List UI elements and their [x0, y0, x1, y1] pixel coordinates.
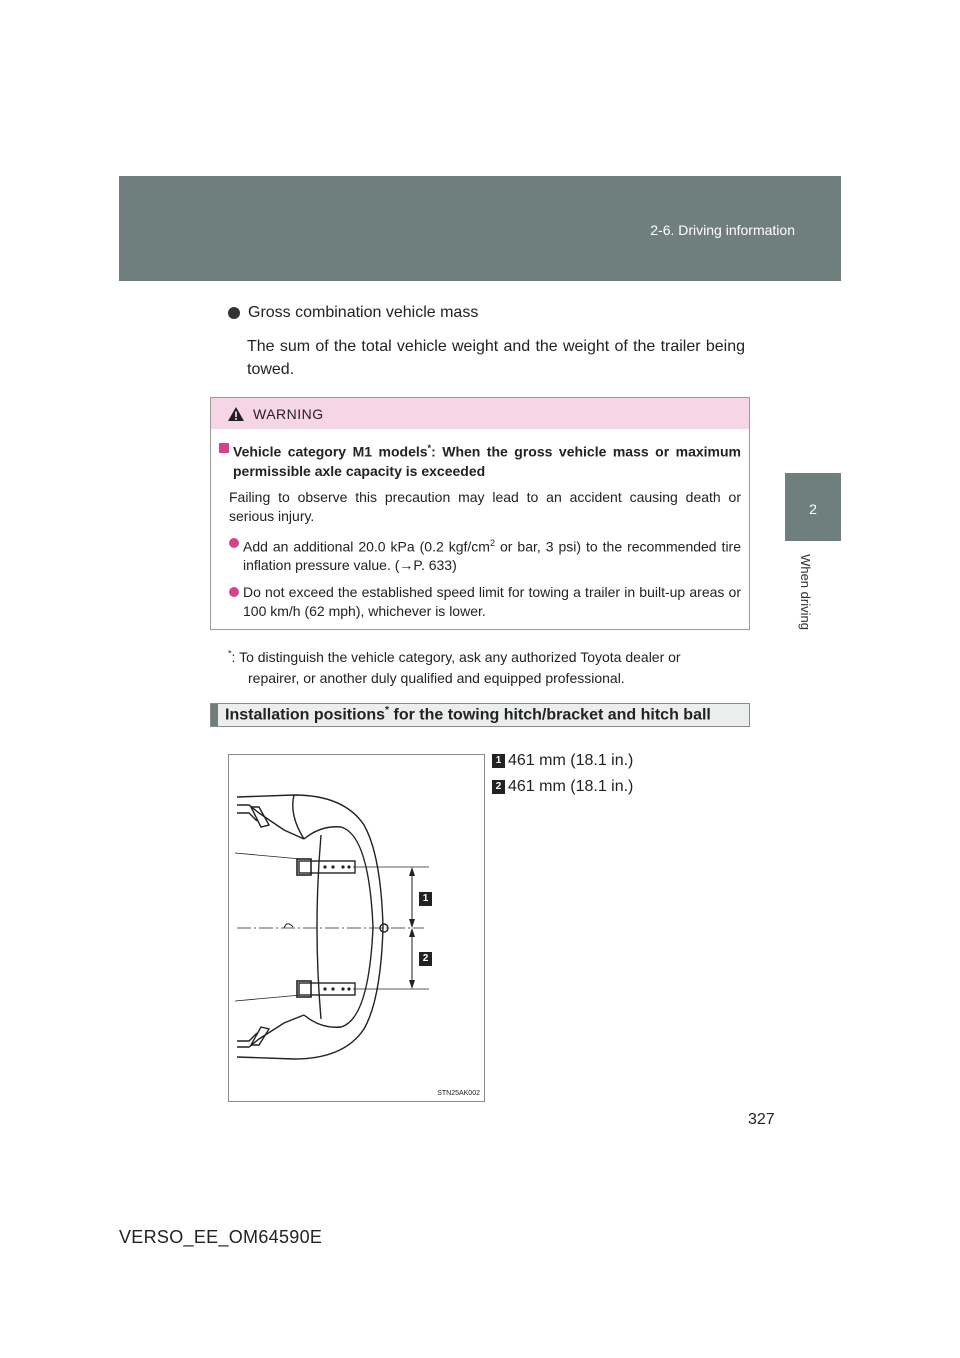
section-heading-pre: Installation positions	[225, 706, 386, 724]
warning-content	[211, 429, 749, 621]
warning-item	[229, 583, 741, 621]
warning-item-1-pre: Add an additional 20.0 kPa (0.2 kgf/cm	[243, 538, 490, 555]
page-number: 327	[748, 1111, 775, 1128]
section-bar-accent	[211, 704, 218, 726]
warning-triangle-icon	[227, 406, 245, 422]
vehicle-rear-illustration	[229, 755, 484, 1101]
footnote-marker: *	[228, 648, 232, 658]
warning-box	[210, 397, 750, 630]
diagram-callout-2: 2	[422, 953, 429, 964]
footnote-line-2: repairer, or another duly qualified and equipped professional.	[248, 669, 625, 686]
legend-text-1: 461 mm (18.1 in.)	[508, 752, 634, 769]
section-heading-bar	[210, 703, 750, 727]
legend-item-2	[492, 778, 633, 796]
warning-item	[229, 534, 741, 576]
legend-number-2: 2	[492, 780, 505, 794]
section-header	[119, 176, 841, 281]
hitch-position-diagram	[228, 754, 485, 1102]
warning-header	[211, 398, 749, 429]
footnote-line-1: : To distinguish the vehicle category, ask any authorized Toyota dealer or	[231, 648, 681, 665]
chapter-tab	[785, 473, 841, 541]
bullet-heading-text: Gross combination vehicle mass	[248, 304, 479, 321]
bullet-dot-icon	[228, 307, 240, 319]
section-heading	[218, 705, 711, 724]
warning-title: WARNING	[253, 405, 324, 422]
legend-item-1	[492, 752, 633, 770]
warning-subheading-pre: Vehicle category M1 models	[233, 443, 428, 460]
chapter-label: When driving	[798, 554, 813, 630]
warning-item-2: Do not exceed the established speed limit for towing a trailer in built-up areas or 100 km/h (62 mph), whichever is lower.	[243, 584, 741, 620]
warning-paragraph: Failing to observe this precaution may lead to an accident causing death or serious injury.	[229, 488, 741, 524]
bullet-heading	[228, 304, 478, 322]
asterisk-mark: *	[385, 705, 390, 717]
superscript-2: 2	[489, 537, 496, 548]
square-bullet-icon	[219, 443, 229, 453]
warning-item-1-post: or bar, 3 psi) to the recommended tire inflation pressure value. (→P. 633)	[243, 538, 742, 574]
bullet-body: The sum of the total vehicle weight and the weight of the trailer being towed.	[247, 338, 745, 378]
section-title: 2-6. Driving information	[650, 222, 795, 238]
footnote	[228, 643, 746, 689]
bullet-dot-icon	[229, 538, 239, 548]
warning-subheading	[219, 439, 741, 481]
bullet-dot-icon	[229, 587, 239, 597]
legend-number-1: 1	[492, 754, 505, 768]
diagram-image-id: STN25AK002	[437, 1090, 480, 1097]
asterisk-mark: *	[427, 443, 432, 453]
warning-subheading-post: : When the gross vehicle mass or maximum permissible axle capacity is exceeded	[233, 443, 741, 479]
legend-text-2: 461 mm (18.1 in.)	[508, 778, 634, 795]
section-heading-post: for the towing hitch/bracket and hitch ball	[389, 706, 711, 724]
document-code: VERSO_EE_OM64590E	[119, 1227, 323, 1247]
diagram-callout-1: 1	[422, 893, 429, 904]
chapter-number: 2	[809, 501, 817, 517]
